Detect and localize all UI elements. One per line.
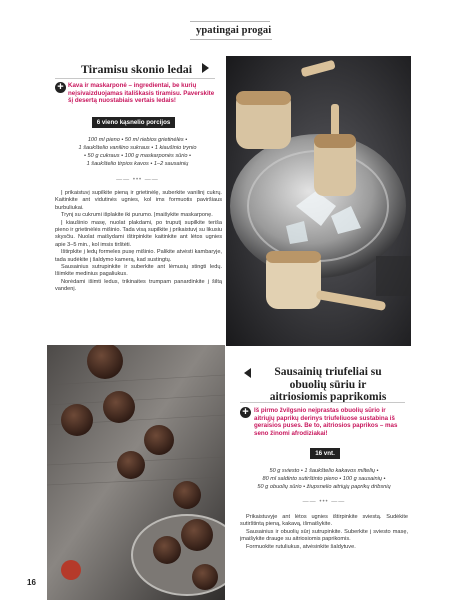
recipe2-ingredients bbox=[238, 467, 410, 491]
step-paragraph: Norėdami išimti ledus, trikinaites trumpam panardinkite į šiltą vandenį. bbox=[55, 278, 222, 293]
triangle-right-icon bbox=[202, 63, 209, 73]
recipe2-servings-badge: 16 vnt. bbox=[310, 448, 340, 459]
section-title: ypatingai progai bbox=[196, 25, 272, 36]
recipe1-title: Tiramisu skonio ledai bbox=[81, 62, 193, 76]
step-paragraph: Į prikaistuvį supilkite pieną ir grietinėlę, suberkite vanilinį cukrų. Kaitinkite ant vidutinės ugnies, kol ims formuotis paviršiaus burbuliukai. bbox=[55, 190, 222, 211]
ingredient-line: 80 ml saldinto sutirštinto pieno • 100 g sausainių • bbox=[262, 476, 386, 482]
step-paragraph: Formuokite rutuliukus, atvėsinkite šaldytuve. bbox=[246, 543, 356, 550]
recipe2-title-rule bbox=[240, 402, 405, 403]
step-paragraph: Sausainius ir obuolių sūrį sutrupinkite. Suberkite į sviesto masę, įmaišykite drauge su aitriosiomis paprikomis. bbox=[240, 528, 408, 543]
triangle-left-icon bbox=[244, 368, 251, 378]
recipe2-title: Sausainių triufeliai su obuolių sūriu ir aitriosiomis paprikomis bbox=[269, 366, 387, 403]
chocolate-truffles-photo bbox=[47, 345, 225, 600]
ingredient-line: 100 ml pieno • 50 ml riebios grietinėlės • bbox=[87, 137, 188, 143]
tiramisu-ice-cream-photo bbox=[226, 56, 411, 346]
step-paragraph: Į kiaušinio masę, nuolat plakdami, po truputį supilkite teriša pieno ir grietinėlės mišinio. Tada visą supilkite į prikaistuvį su likusiu skysčiu. Nuolat maišydami ištirpinkite kaitinkite ant lėtos ugnies apie 3–5 min., kol imsis tirštėti. bbox=[55, 219, 222, 248]
recipe2-divider: —— ••• —— bbox=[302, 499, 346, 505]
ingredient-line: 1 šaukštelio vanilino sukraus • 1 kiaušinio trynio bbox=[78, 145, 197, 151]
recipe1-servings-badge: 6 vieno kąsnelio porcijos bbox=[92, 117, 175, 128]
step-paragraph: Prikaistuvyje ant lėtos ugnies ištirpinkite sviestą. Sudėkite sutirštintą pieną, kakavą, išmaišykite. bbox=[240, 514, 408, 528]
ingredient-line: 50 g obuolių sūrio • žiupsnelio aitriųjų paprikų dribsnių bbox=[257, 484, 391, 490]
recipe2-intro: Iš pirmo žvilgsnio neįprastas obuolių sūrio ir aitriųjų paprikų derinys triufeliuose sustabina iš geraisios puses. Be to, aitriosios paprikos – mas seno žinomi afrodiziakai! bbox=[254, 407, 398, 437]
recipe1-ingredients bbox=[55, 136, 220, 168]
ingredient-line: 50 g sviesto • 1 šaukštelio kakavos miltelių • bbox=[269, 468, 379, 474]
step-paragraph: Sausainius sutrupinkite ir suberkite ant lėmusių stingti ledų. Išimkite medinius pagaliukus. bbox=[55, 264, 222, 278]
ingredient-line: • 50 g cukraus • 100 g maskarponės sūrio • bbox=[84, 153, 191, 159]
plus-circle-icon: + bbox=[240, 407, 251, 418]
ingredient-line: 1 šaukštelio tirpios kavos • 1–2 sausainių bbox=[86, 161, 189, 167]
header-top-rule bbox=[190, 21, 270, 22]
step-paragraph: Ištirpkite į ledų formeles pusę mišinio. Palikite atvėsti kambaryje, tada sudėkite į šaldymo kamerą, kad sustingtų. bbox=[55, 249, 222, 263]
page-number: 16 bbox=[27, 578, 36, 587]
plus-circle-icon: + bbox=[55, 82, 66, 93]
recipe1-steps bbox=[55, 190, 222, 294]
recipe2-steps bbox=[240, 514, 408, 551]
recipe1-intro: Kava ir maskarponė – ingredientai, be kurių neįsivaizduojamas itališkasis tiramisu. Paverskite šį desertą nuostabiais vertais ledais! bbox=[68, 82, 215, 105]
recipe1-divider: —— ••• —— bbox=[116, 177, 159, 183]
recipe1-title-rule bbox=[55, 78, 215, 79]
step-paragraph: Trynį su cukrumi išplakite iki purumo. Įmaišykite maskarponę. bbox=[61, 212, 213, 219]
header-underline bbox=[190, 39, 272, 40]
